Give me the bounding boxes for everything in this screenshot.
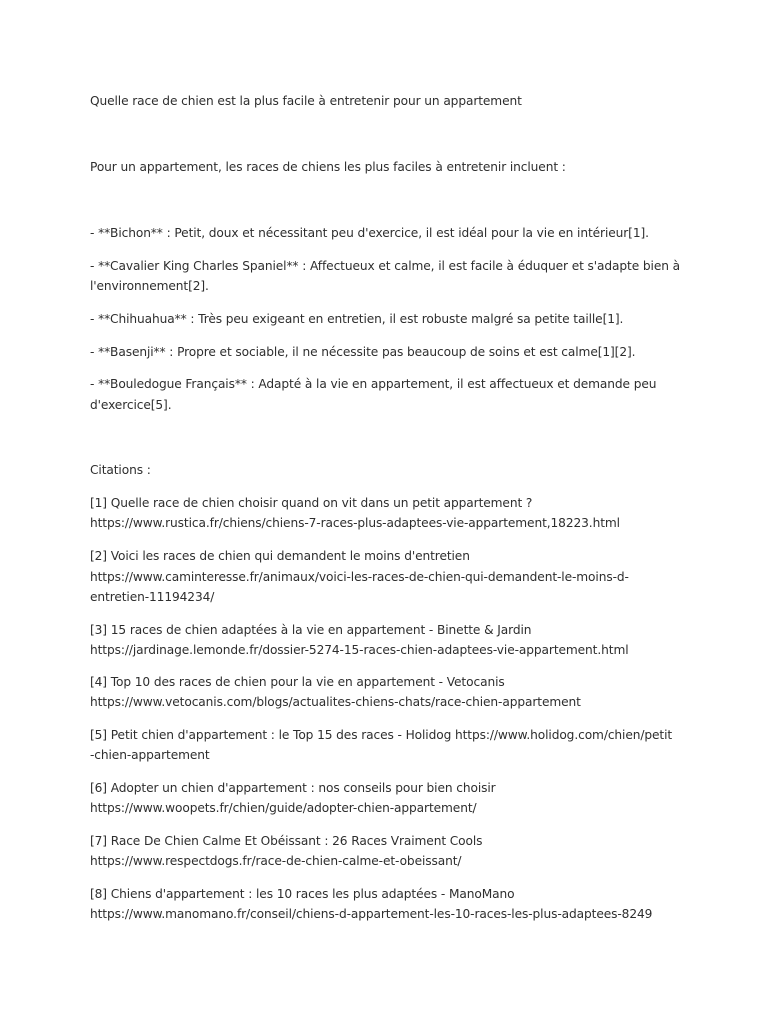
citation-link-7[interactable]: https://www.respectdogs.fr/race-de-chien-calme-et-obeissant/ — [90, 854, 462, 868]
citation-link-8[interactable]: https://www.manomano.fr/conseil/chiens-d-appartement-les-10-races-les-plus-adaptees-8249 — [90, 907, 653, 921]
breed-item-basenji: - **Basenji** : Propre et sociable, il ne nécessite pas beaucoup de soins et est calme[1][2]. — [90, 345, 636, 359]
breed-item-cavalier: - **Cavalier King Charles Spaniel** : Affectueux et calme, il est facile à éduquer et s'adapte bien à — [90, 259, 680, 273]
citation-link-4[interactable]: https://www.vetocanis.com/blogs/actualites-chiens-chats/race-chien-appartement — [90, 695, 581, 709]
document-title: Quelle race de chien est la plus facile à entretenir pour un appartement — [90, 94, 522, 108]
citation-item-3: [3] 15 races de chien adaptées à la vie en appartement - Binette & Jardin — [90, 623, 532, 637]
citation-item-8: [8] Chiens d'appartement : les 10 races les plus adaptées - ManoMano — [90, 887, 515, 901]
breed-item-chihuahua: - **Chihuahua** : Très peu exigeant en entretien, il est robuste malgré sa petite taille[1]. — [90, 312, 624, 326]
intro-paragraph: Pour un appartement, les races de chiens les plus faciles à entretenir incluent : — [90, 160, 566, 174]
citation-item-1: [1] Quelle race de chien choisir quand on vit dans un petit appartement ? — [90, 496, 533, 510]
breed-item-bouledogue-continued: d'exercice[5]. — [90, 398, 172, 412]
citation-link-1[interactable]: https://www.rustica.fr/chiens/chiens-7-races-plus-adaptees-vie-appartement,18223.html — [90, 516, 620, 530]
citation-item-2: [2] Voici les races de chien qui demandent le moins d'entretien — [90, 549, 470, 563]
citation-link-2-continued[interactable]: entretien-11194234/ — [90, 590, 215, 604]
breed-item-bichon: - **Bichon** : Petit, doux et nécessitant peu d'exercice, il est idéal pour la vie en intérieur[1]. — [90, 226, 649, 240]
citation-link-2[interactable]: https://www.caminteresse.fr/animaux/voici-les-races-de-chien-qui-demandent-le-moins-d- — [90, 570, 629, 584]
citation-item-4: [4] Top 10 des races de chien pour la vie en appartement - Vetocanis — [90, 675, 505, 689]
breed-item-cavalier-continued: l'environnement[2]. — [90, 279, 209, 293]
citation-link-3[interactable]: https://jardinage.lemonde.fr/dossier-5274-15-races-chien-adaptees-vie-appartement.html — [90, 643, 629, 657]
citation-link-6[interactable]: https://www.woopets.fr/chien/guide/adopter-chien-appartement/ — [90, 801, 477, 815]
citation-link-5-continued[interactable]: -chien-appartement — [90, 748, 210, 762]
citations-heading: Citations : — [90, 463, 151, 477]
citation-item-7: [7] Race De Chien Calme Et Obéissant : 26 Races Vraiment Cools — [90, 834, 483, 848]
breed-item-bouledogue: - **Bouledogue Français** : Adapté à la vie en appartement, il est affectueux et demande peu — [90, 377, 657, 391]
citation-item-5: [5] Petit chien d'appartement : le Top 15 des races - Holidog https://www.holidog.com/chien/petit — [90, 728, 673, 742]
citation-item-6: [6] Adopter un chien d'appartement : nos conseils pour bien choisir — [90, 781, 496, 795]
